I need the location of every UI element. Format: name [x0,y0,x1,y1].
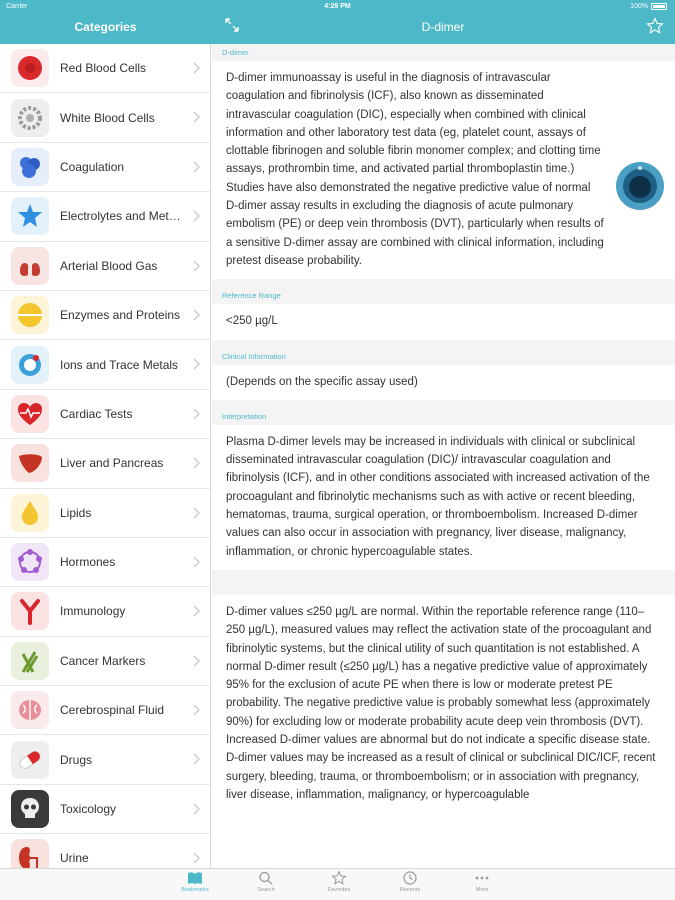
category-label: Urine [60,851,89,866]
category-item-cerebrospinal-fluid[interactable] [0,686,210,735]
chevron-right-icon [193,507,200,519]
chevron-right-icon [193,358,200,370]
category-label: Electrolytes and Met… [60,209,181,224]
category-label: Liver and Pancreas [60,456,164,471]
section-text: <250 µg/L [226,315,278,328]
tab-favorites[interactable] [309,871,369,893]
tab-search[interactable] [236,871,296,893]
top-bar [0,0,675,44]
heartbeat-icon [11,395,49,433]
hormone-molecule-icon [11,543,49,581]
category-item-drugs[interactable] [0,735,210,784]
section-header-clinical-information: Clinical Information [212,348,675,365]
category-label: Cerebrospinal Fluid [60,703,165,718]
electrolytes-icon [11,197,49,235]
tab-more[interactable] [452,871,512,893]
section-header-blank [212,578,675,595]
tab-bookmarks[interactable] [165,871,225,893]
tab-recents[interactable] [380,871,440,893]
battery-percent: 100% [630,3,648,10]
favorite-star-icon[interactable] [646,17,664,35]
category-item-white-blood-cells[interactable] [0,93,210,142]
section-text: D-dimer immunoassay is useful in the diagnosis of intravascular coagulation and fibrinolysis (ICF), also known as disseminated intravascular coagulation (DIC), especially when combined with clinical information and other laboratory test data (eg, platelet count, assays of clottable fibrinogen and soluble fibrin monomer complex; and clotting time assays, prothrombin time, and activated partial thromboplastin time.) Studies have also demonstrated the negative predictive value of normal D-dimer assay results in excluding the diagnosis of acute pulmonary embolism (PE) or deep vein thrombosis (DVT), particularly when results of a sensitive D-dimer assay are combined with clinical information, including pretest disease probability. [226,72,604,267]
section-text: D-dimer values ≤250 µg/L are normal. Within the reportable reference range (110–250 µg/L), measured values may reflect the activation state of the procoagulant and fibrinolytic systems, but the clinical utility of such quantitation is not established. A normal D-dimer result (≤250 µg/L) has a negative predictive value of approximately 95% for the exclusion of acute PE when there is low or moderate pretest PE probability. The negative predictive value is probably somewhat less (approximately 90%) for excluding low or moderate probability acute deep vein thrombosis (DVT). Increased D-dimer values are abnormal but do not indicate a specific disease state. D-dimer values may be increased as a result of clinical or subclinical DIC/ICF, recent surgery, bleeding, trauma, or thromboembolism; or in association with pregnancy, liver disease, inflammation, malignancy, or hypercoagulable [226,605,656,801]
chevron-right-icon [193,704,200,716]
chevron-right-icon [193,803,200,815]
category-label: Enzymes and Proteins [60,308,181,323]
chevron-right-icon [193,408,200,420]
red-blood-cell-icon [11,49,49,87]
tab-bar [0,868,675,900]
detail-title: D-dimer [421,20,465,34]
category-item-urine[interactable] [0,834,210,868]
section-body-clinical-information [212,365,675,400]
category-item-electrolytes[interactable] [0,192,210,241]
category-label: Cancer Markers [60,653,146,668]
battery-indicator [630,3,667,10]
category-item-cardiac-tests[interactable] [0,390,210,439]
tab-label: Search [257,887,275,893]
category-item-ions-trace-metals[interactable] [0,340,210,389]
chevron-right-icon [193,753,200,765]
section-text: (Depends on the specific assay used) [226,375,418,388]
section-header-d-dimer: D-dimer [212,44,675,61]
category-item-lipids[interactable] [0,489,210,538]
section-gap [212,400,675,408]
tab-label: Favorites [327,887,351,893]
detail-pane[interactable] [212,44,675,868]
enzymes-icon [11,296,49,334]
lungs-icon [11,247,49,285]
category-item-coagulation[interactable] [0,143,210,192]
category-label: Drugs [60,752,93,767]
chevron-right-icon [193,161,200,173]
category-label: Toxicology [60,802,117,817]
section-text: Plasma D-dimer levels may be increased in individuals with clinical or subclinical disseminated intravascular coagulation (DIC)/ intravascular coagulation and fibrinolysis (ICF), and in other conditions associated with increased activation of the procoagulant and fibrinolytic mechanisms such as with active or recent bleeding, hematomas, trauma, surgical operation, or thromboembolism. Increased D-dimer values can also occur in association with pregnancy, liver disease, malignancy, inflammation, or chronic hypercoagulable states. [226,435,650,558]
category-label: Immunology [60,604,126,619]
coagulation-icon [11,148,49,186]
section-body-reference-range [212,304,675,339]
tab-label: Bookmarks [181,887,209,893]
chevron-right-icon [193,309,200,321]
category-label: Arterial Blood Gas [60,258,158,273]
section-body-interpretation [212,425,675,570]
chevron-right-icon [193,210,200,222]
category-label: Ions and Trace Metals [60,357,179,372]
more-dots-icon [474,871,490,885]
section-gap [212,570,675,578]
chevron-right-icon [193,852,200,864]
category-sidebar[interactable] [0,44,211,868]
category-item-hormones[interactable] [0,538,210,587]
chevron-right-icon [193,605,200,617]
category-item-immunology[interactable] [0,587,210,636]
chevron-right-icon [193,111,200,123]
antibody-icon [11,592,49,630]
atom-icon [11,346,49,384]
chevron-right-icon [193,655,200,667]
category-item-enzymes-proteins[interactable] [0,291,210,340]
category-label: Lipids [60,505,92,520]
section-gap [212,279,675,287]
d-dimer-test-icon [615,161,665,211]
category-item-cancer-markers[interactable] [0,637,210,686]
tab-label: Recents [399,887,421,893]
tab-label: More [475,887,489,893]
section-header-interpretation: Interpretation [212,408,675,425]
category-item-liver-pancreas[interactable] [0,439,210,488]
status-time: 4:29 PM [324,3,351,10]
section-body-interpretation-detail [212,595,675,813]
category-label: Red Blood Cells [60,61,147,76]
star-icon [331,871,347,885]
chevron-right-icon [193,457,200,469]
search-icon [258,871,274,885]
section-header-reference-range: Reference Range [212,287,675,304]
category-item-red-blood-cells[interactable] [0,44,210,93]
category-item-arterial-blood-gas[interactable] [0,242,210,291]
category-label: White Blood Cells [60,110,155,125]
chevron-right-icon [193,556,200,568]
liver-icon [11,444,49,482]
section-gap [212,340,675,348]
book-icon [187,871,203,885]
category-label: Cardiac Tests [60,406,133,421]
category-item-toxicology[interactable] [0,785,210,834]
skull-icon [11,790,49,828]
chevron-right-icon [193,260,200,272]
sidebar-title: Categories [74,20,137,34]
capsule-icon [11,741,49,779]
chevron-right-icon [193,62,200,74]
status-bar [0,0,675,14]
carrier-label: Carrier [6,3,28,10]
category-label: Coagulation [60,159,125,174]
section-body-d-dimer [212,61,675,279]
clock-icon [402,871,418,885]
kidney-icon [11,839,49,868]
cancer-ribbon-icon [11,642,49,680]
lipid-drop-icon [11,494,49,532]
brain-icon [11,691,49,729]
white-blood-cell-icon [11,99,49,137]
battery-icon [651,3,667,10]
category-label: Hormones [60,555,116,570]
